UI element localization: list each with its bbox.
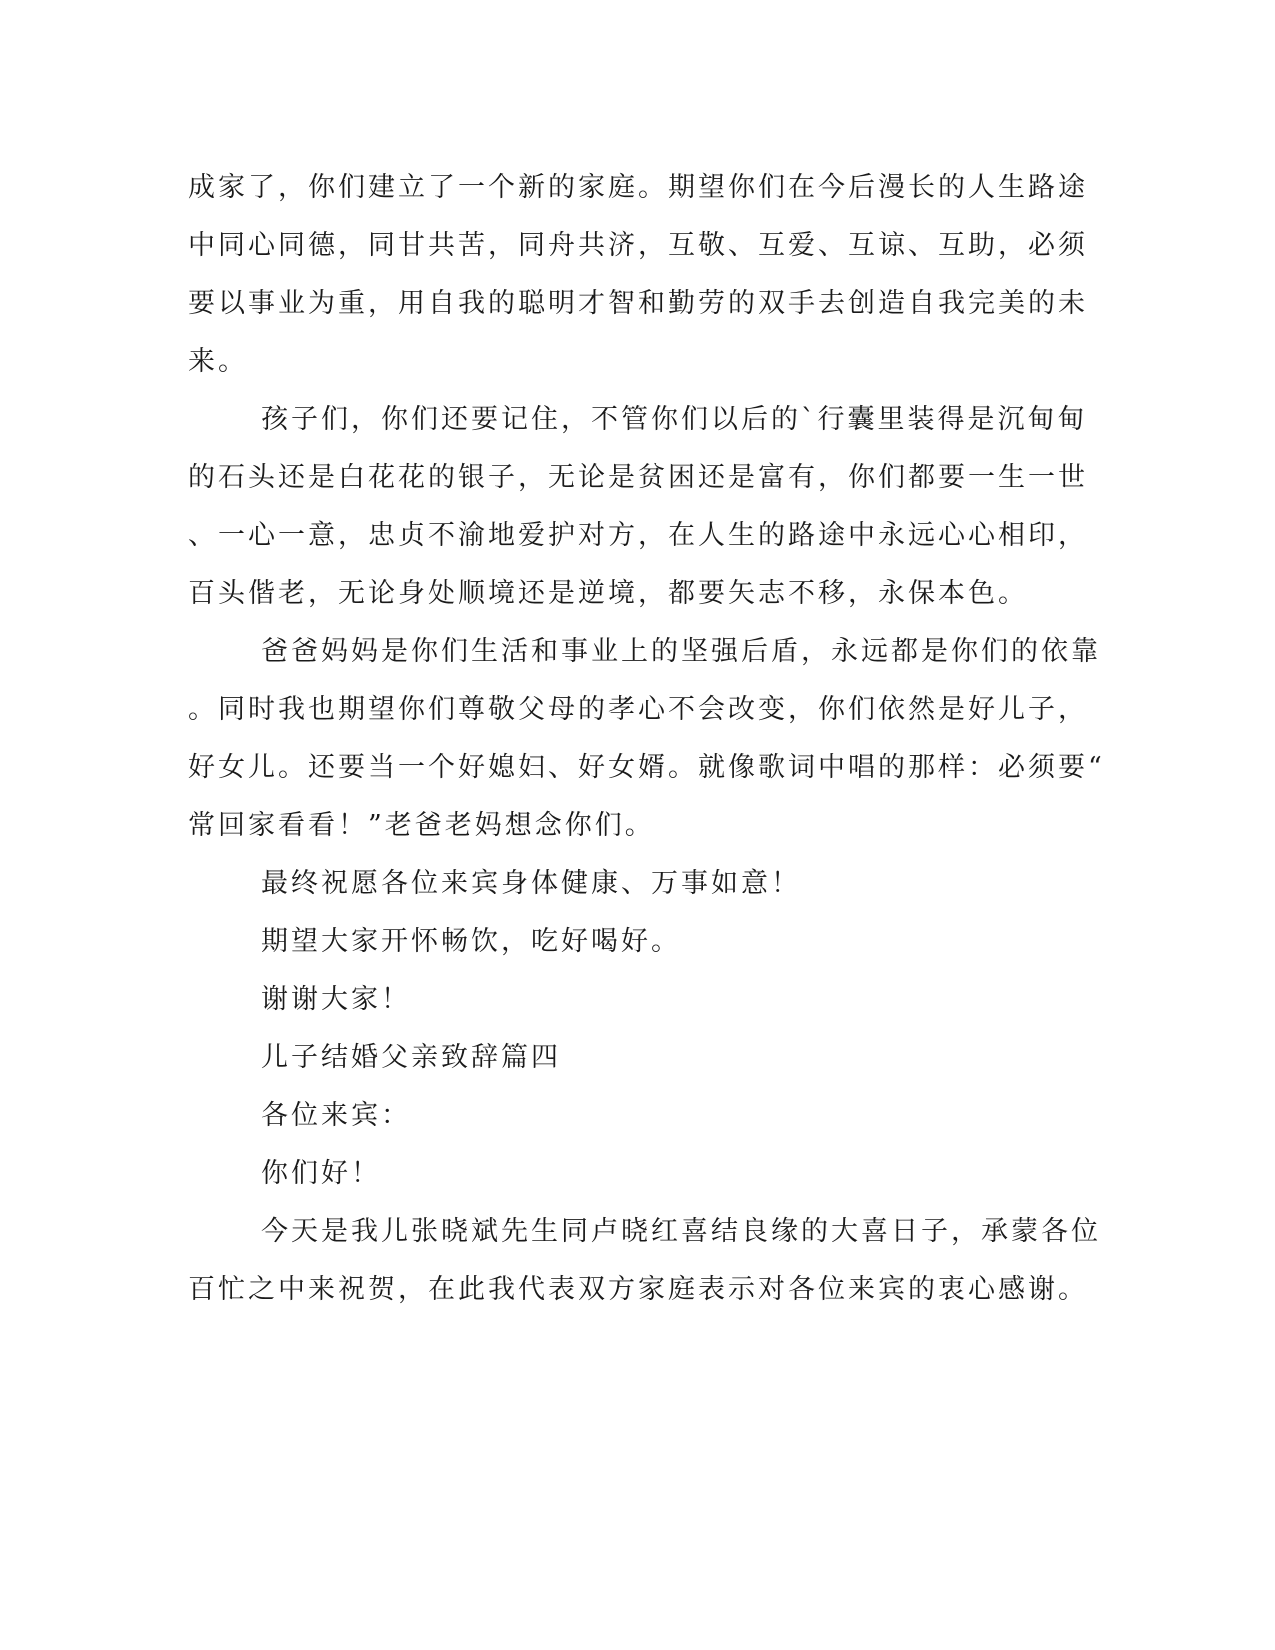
paragraph-first-line: 期望大家开怀畅饮，吃好喝好。 xyxy=(261,926,681,957)
paragraph-first-line: 孩子们，你们还要记住，不管你们以后的`行囊里装得是沉甸甸 xyxy=(261,404,1088,435)
text-line: 成家了，你们建立了一个新的家庭。期望你们在今后漫长的人生路途 xyxy=(188,172,1088,203)
text-line: 中同心同德，同甘共苦，同舟共济，互敬、互爱、互谅、互助，必须 xyxy=(188,230,1088,261)
text-line: 百头偕老，无论身处顺境还是逆境，都要矢志不移，永保本色。 xyxy=(188,578,1028,609)
paragraph-first-line: 谢谢大家！ xyxy=(261,984,411,1015)
text-line: 常回家看看！”老爸老妈想念你们。 xyxy=(188,810,655,841)
paragraph-first-line: 最终祝愿各位来宾身体健康、万事如意！ xyxy=(261,868,801,899)
text-line: 要以事业为重，用自我的聪明才智和勤劳的双手去创造自我完美的未 xyxy=(188,288,1088,319)
salutation: 各位来宾： xyxy=(261,1100,411,1131)
text-line: 来。 xyxy=(188,346,248,377)
text-line: 百忙之中来祝贺，在此我代表双方家庭表示对各位来宾的衷心感谢。 xyxy=(188,1274,1088,1305)
greeting: 你们好！ xyxy=(261,1158,381,1189)
section-heading: 儿子结婚父亲致辞篇四 xyxy=(261,1042,561,1073)
paragraph-first-line: 爸爸妈妈是你们生活和事业上的坚强后盾，永远都是你们的依靠 xyxy=(261,636,1101,667)
paragraph-first-line: 今天是我儿张晓斌先生同卢晓红喜结良缘的大喜日子，承蒙各位 xyxy=(261,1216,1101,1247)
text-line: 好女儿。还要当一个好媳妇、好女婿。就像歌词中唱的那样：必须要“ xyxy=(188,752,1105,783)
text-line: 的石头还是白花花的银子，无论是贫困还是富有，你们都要一生一世 xyxy=(188,462,1088,493)
text-line: 、一心一意，忠贞不渝地爱护对方，在人生的路途中永远心心相印， xyxy=(188,520,1088,551)
text-line: 。同时我也期望你们尊敬父母的孝心不会改变，你们依然是好儿子， xyxy=(188,694,1088,725)
